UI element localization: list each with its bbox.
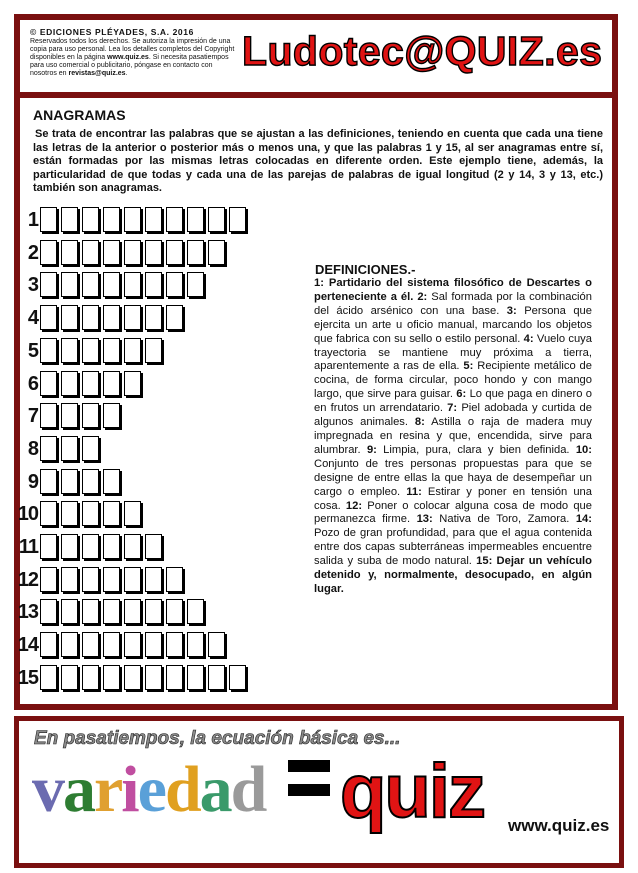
letter-cell[interactable] bbox=[124, 501, 141, 526]
row-number: 14 bbox=[17, 634, 38, 657]
letter-cell[interactable] bbox=[82, 371, 99, 396]
letter-cell[interactable] bbox=[61, 371, 78, 396]
letter-cell[interactable] bbox=[103, 501, 120, 526]
variedad-letter: i bbox=[121, 753, 138, 826]
definition-number: 9: bbox=[366, 443, 377, 456]
row-cells bbox=[40, 371, 145, 396]
letter-cell[interactable] bbox=[82, 665, 99, 690]
copyright-site-link[interactable]: www.quiz.es bbox=[107, 54, 149, 61]
letter-cell[interactable] bbox=[61, 240, 78, 265]
letter-cell[interactable] bbox=[61, 599, 78, 624]
letter-cell[interactable] bbox=[40, 338, 57, 363]
definition-text: Recipiente metálico de cocina, de forma circular, poco hondo y con mango largo, que sirve para guisar. bbox=[314, 360, 592, 401]
letter-cell[interactable] bbox=[166, 240, 183, 265]
definitions-text bbox=[314, 277, 592, 597]
row-cells bbox=[40, 436, 103, 461]
definition-text: Estirar y poner en tensión una cosa. bbox=[314, 485, 592, 512]
definition-text: Vuelo cuya trayectoria se mantiene muy próxima a tierra, aparentemente a ras de ella. bbox=[314, 332, 593, 373]
definition-number: 13: bbox=[416, 513, 433, 526]
row-number: 9 bbox=[27, 470, 38, 493]
letter-cell[interactable] bbox=[103, 240, 120, 265]
letter-cell[interactable] bbox=[61, 567, 78, 592]
row-cells bbox=[40, 207, 250, 232]
definition-text: Persona que ejercita un arte u oficio manual, marcando los objetos que fabrica con su sello o estilo personal. bbox=[314, 304, 592, 345]
letter-cell[interactable] bbox=[124, 240, 141, 265]
letter-cell[interactable] bbox=[124, 567, 141, 592]
row-cells bbox=[40, 567, 187, 592]
row-cells bbox=[40, 534, 166, 559]
definition-text: Piel adobada y curtida de algunos animales. bbox=[314, 402, 592, 429]
letter-cell[interactable] bbox=[61, 272, 78, 297]
letter-cell[interactable] bbox=[145, 272, 162, 297]
row-cells bbox=[40, 338, 166, 363]
letter-cell[interactable] bbox=[145, 632, 162, 657]
letter-cell[interactable] bbox=[187, 599, 204, 624]
letter-cell[interactable] bbox=[61, 305, 78, 330]
definition-text: Pozo de gran profundidad, para que el agua contenida entre dos capas subterráneas impermeables encuentre salida y suba de modo natural. bbox=[314, 527, 592, 568]
letter-cell[interactable] bbox=[187, 272, 204, 297]
letter-cell[interactable] bbox=[166, 632, 183, 657]
variedad-letter: a bbox=[199, 753, 231, 826]
letter-cell[interactable] bbox=[82, 403, 99, 428]
letter-cell[interactable] bbox=[82, 240, 99, 265]
letter-cell[interactable] bbox=[61, 665, 78, 690]
variedad-letter: d bbox=[164, 753, 200, 826]
letter-cell[interactable] bbox=[40, 272, 57, 297]
letter-cell[interactable] bbox=[82, 632, 99, 657]
row-number: 1 bbox=[27, 209, 38, 231]
letter-cell[interactable] bbox=[229, 665, 246, 690]
letter-cell[interactable] bbox=[82, 272, 99, 297]
letter-cell[interactable] bbox=[61, 338, 78, 363]
letter-cell[interactable] bbox=[124, 534, 141, 559]
letter-cell[interactable] bbox=[145, 567, 162, 592]
letter-cell[interactable] bbox=[208, 632, 225, 657]
letter-cell[interactable] bbox=[103, 272, 120, 297]
letter-cell[interactable] bbox=[103, 469, 120, 494]
letter-cell[interactable] bbox=[187, 207, 204, 232]
letter-cell[interactable] bbox=[166, 207, 183, 232]
letter-cell[interactable] bbox=[40, 371, 57, 396]
row-number: 8 bbox=[27, 437, 38, 460]
definition-number: 3: bbox=[506, 304, 517, 317]
variedad-letter: e bbox=[137, 753, 165, 826]
letter-cell[interactable] bbox=[124, 305, 141, 330]
row-number: 10 bbox=[17, 503, 38, 526]
copyright-text-2: . Si necesita pasatiempos para uso comercial o publicitario, póngase en contacto con nosotros en bbox=[30, 54, 229, 77]
letter-cell[interactable] bbox=[82, 501, 99, 526]
letter-cell[interactable] bbox=[103, 599, 120, 624]
letter-cell[interactable] bbox=[40, 501, 57, 526]
letter-cell[interactable] bbox=[82, 469, 99, 494]
definition-number: 14: bbox=[575, 513, 592, 526]
letter-cell[interactable] bbox=[187, 632, 204, 657]
letter-cell[interactable] bbox=[40, 599, 57, 624]
letter-cell[interactable] bbox=[103, 534, 120, 559]
letter-cell[interactable] bbox=[82, 207, 99, 232]
definition-number: 15: bbox=[476, 555, 493, 568]
row-cells bbox=[40, 272, 208, 297]
letter-cell[interactable] bbox=[40, 469, 57, 494]
quiz-logo: quiz bbox=[340, 749, 484, 834]
letter-cell[interactable] bbox=[40, 240, 57, 265]
row-cells bbox=[40, 240, 229, 265]
definition-text: Dejar un vehículo detenido y, normalmente, desocupado, en algún lugar. bbox=[314, 555, 592, 595]
definition-number: 8: bbox=[414, 416, 425, 429]
letter-cell[interactable] bbox=[61, 207, 78, 232]
letter-cell[interactable] bbox=[40, 534, 57, 559]
letter-cell[interactable] bbox=[145, 599, 162, 624]
letter-cell[interactable] bbox=[82, 305, 99, 330]
letter-cell[interactable] bbox=[103, 338, 120, 363]
letter-cell[interactable] bbox=[166, 305, 183, 330]
copyright-end: . bbox=[125, 70, 128, 77]
letter-cell[interactable] bbox=[124, 665, 141, 690]
puzzle-title: ANAGRAMAS bbox=[33, 107, 126, 123]
definition-text: Nativa de Toro, Zamora. bbox=[432, 513, 576, 526]
letter-cell[interactable] bbox=[166, 272, 183, 297]
letter-cell[interactable] bbox=[145, 665, 162, 690]
letter-cell[interactable] bbox=[124, 632, 141, 657]
letter-cell[interactable] bbox=[40, 207, 57, 232]
definition-number: 7: bbox=[447, 402, 458, 415]
header-divider bbox=[14, 92, 618, 98]
row-cells bbox=[40, 305, 187, 330]
definition-number: 11: bbox=[406, 485, 422, 498]
definition-text: Partidario del sistema filosófico de Descartes o perteneciente a él. bbox=[314, 277, 592, 303]
letter-cell[interactable] bbox=[166, 665, 183, 690]
copyright-text: Reservados todos los derechos. Se autoriza la impresión de una copia para uso personal. Lea los detalles completos del Copyright disponibles en la página bbox=[30, 38, 235, 61]
letter-cell[interactable] bbox=[103, 632, 120, 657]
definition-text: Limpia, pura, clara y bien definida. bbox=[376, 443, 576, 456]
definition-number: 1: bbox=[314, 277, 324, 289]
letter-cell[interactable] bbox=[82, 534, 99, 559]
letter-cell[interactable] bbox=[124, 599, 141, 624]
letter-cell[interactable] bbox=[103, 371, 120, 396]
definition-text: Astilla o raja de madera muy impregnada en resina y que, encendida, sirve para alumbrar. bbox=[314, 416, 593, 456]
letter-cell[interactable] bbox=[124, 207, 141, 232]
definition-text: Poner o colocar alguna cosa de modo que permanezca firme. bbox=[314, 499, 592, 526]
letter-cell[interactable] bbox=[145, 305, 162, 330]
definition-number: 10: bbox=[575, 443, 592, 456]
letter-cell[interactable] bbox=[208, 665, 225, 690]
letter-cell[interactable] bbox=[166, 599, 183, 624]
letter-cell[interactable] bbox=[40, 403, 57, 428]
letter-cell[interactable] bbox=[82, 338, 99, 363]
row-number: 3 bbox=[27, 274, 38, 297]
letter-cell[interactable] bbox=[103, 207, 120, 232]
definition-number: 12: bbox=[345, 499, 363, 512]
letter-cell[interactable] bbox=[208, 240, 225, 265]
letter-cell[interactable] bbox=[124, 272, 141, 297]
definitions-title: DEFINICIONES.- bbox=[315, 262, 416, 277]
variedad-letter: a bbox=[63, 753, 94, 826]
row-number: 15 bbox=[17, 666, 38, 689]
copyright-notice bbox=[30, 28, 240, 78]
row-cells bbox=[40, 599, 208, 624]
row-number: 12 bbox=[17, 568, 38, 591]
letter-cell[interactable] bbox=[61, 632, 78, 657]
brand-logo: Ludotec@QUIZ.es bbox=[242, 28, 603, 74]
definition-text: Conjunto de tres personas propuestas para que se designe de entre ellas la que haya de desempeñar un cargo o empleo. bbox=[314, 457, 592, 498]
row-cells bbox=[40, 501, 145, 526]
copyright-title: © EDICIONES PLÉYADES, S.A. 2016 bbox=[30, 27, 194, 37]
letter-cell[interactable] bbox=[145, 534, 162, 559]
footer-url[interactable]: www.quiz.es bbox=[508, 816, 610, 835]
letter-cell[interactable] bbox=[145, 240, 162, 265]
row-cells bbox=[40, 632, 229, 657]
letter-cell[interactable] bbox=[103, 403, 120, 428]
variedad-letter: r bbox=[94, 753, 122, 826]
definition-text: Sal formada por la combinación del ácido arsénico con una base. bbox=[314, 290, 592, 317]
letter-cell[interactable] bbox=[61, 436, 78, 461]
definition-number: 5: bbox=[463, 360, 474, 373]
letter-cell[interactable] bbox=[82, 436, 99, 461]
row-number: 7 bbox=[27, 405, 38, 428]
letter-cell[interactable] bbox=[103, 305, 120, 330]
row-number: 5 bbox=[27, 339, 38, 362]
letter-cell[interactable] bbox=[187, 240, 204, 265]
row-number: 4 bbox=[27, 307, 38, 330]
copyright-email-link[interactable]: revistas@quiz.es bbox=[68, 70, 126, 77]
letter-cell[interactable] bbox=[61, 403, 78, 428]
variedad-letter: d bbox=[230, 753, 266, 826]
letter-cell[interactable] bbox=[61, 534, 78, 559]
footer-slogan: En pasatiempos, la ecuación básica es... bbox=[34, 728, 401, 749]
letter-cell[interactable] bbox=[82, 567, 99, 592]
letter-cell[interactable] bbox=[229, 207, 246, 232]
variedad-word bbox=[32, 752, 266, 826]
letter-cell[interactable] bbox=[40, 665, 57, 690]
header bbox=[22, 22, 612, 84]
row-number: 6 bbox=[27, 372, 38, 395]
letter-cell[interactable] bbox=[124, 371, 141, 396]
letter-cell[interactable] bbox=[166, 567, 183, 592]
letter-cell[interactable] bbox=[187, 665, 204, 690]
equals-sign bbox=[288, 760, 330, 800]
definition-number: 4: bbox=[523, 332, 534, 345]
letter-cell[interactable] bbox=[103, 567, 120, 592]
letter-cell[interactable] bbox=[61, 501, 78, 526]
letter-cell[interactable] bbox=[40, 436, 57, 461]
definition-number: 2: bbox=[417, 290, 428, 303]
row-number: 11 bbox=[18, 536, 38, 558]
row-number: 2 bbox=[27, 241, 38, 264]
letter-cell[interactable] bbox=[82, 599, 99, 624]
letter-cell[interactable] bbox=[40, 567, 57, 592]
row-cells bbox=[40, 665, 250, 690]
row-cells bbox=[40, 403, 124, 428]
letter-cell[interactable] bbox=[103, 665, 120, 690]
letter-cell[interactable] bbox=[208, 207, 225, 232]
letter-cell[interactable] bbox=[40, 632, 57, 657]
row-cells bbox=[40, 469, 124, 494]
letter-cell[interactable] bbox=[145, 207, 162, 232]
puzzle-intro: Se trata de encontrar las palabras que se ajustan a las definiciones, teniendo en cuenta que cada una tiene las letras de la anterior o posterior más o menos una, y que las palabras 1 y 15, al ser anagramas entre sí, están formadas por las mismas letras colocadas en diferente orden. Este ejemplo tiene, además, la particularidad de que todas y cada una de las parejas de palabras de igual longitud (2 y 14, 3 y 13, etc.) también son anagramas. bbox=[33, 128, 603, 194]
variedad-letter: v bbox=[32, 753, 63, 826]
definition-number: 6: bbox=[456, 388, 467, 401]
definition-text: Lo que paga en dinero o en frutos un arrendatario. bbox=[314, 388, 592, 415]
letter-cell[interactable] bbox=[124, 338, 141, 363]
letter-cell[interactable] bbox=[145, 338, 162, 363]
letter-cell[interactable] bbox=[61, 469, 78, 494]
letter-cell[interactable] bbox=[40, 305, 57, 330]
row-number: 13 bbox=[17, 601, 38, 624]
